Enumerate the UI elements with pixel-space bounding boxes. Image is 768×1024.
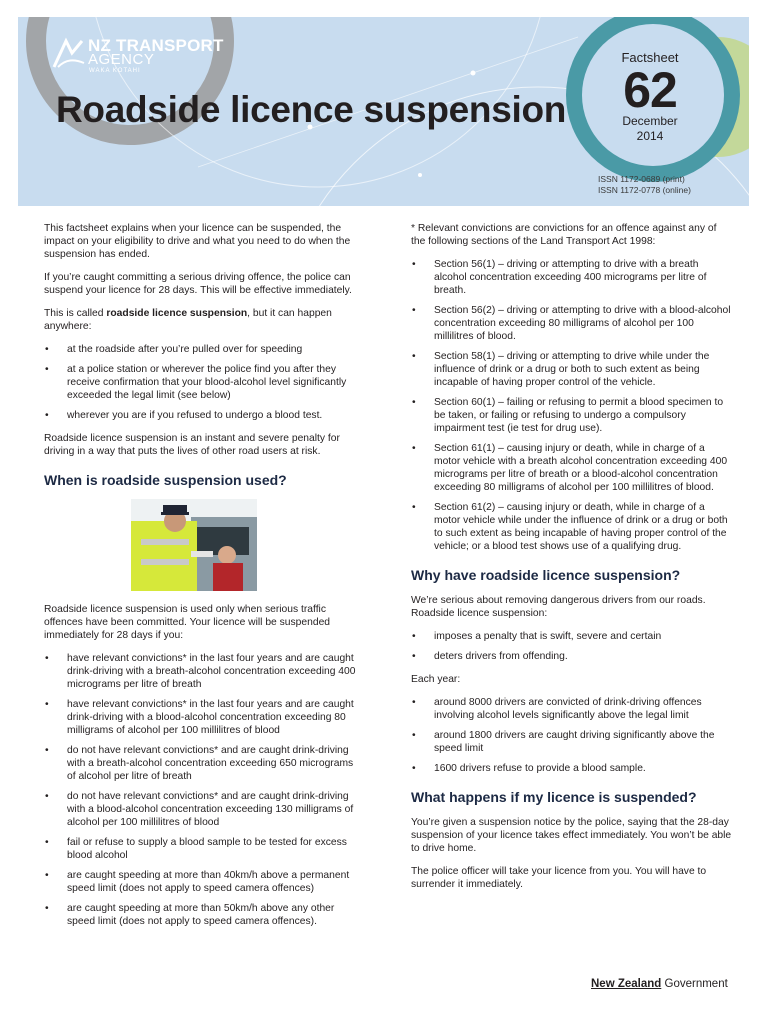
list-item	[411, 396, 733, 435]
why-list	[411, 630, 733, 663]
list-item-text: Section 56(1) – driving or attempting to drive with a breath alcohol concentration exceeding 400 micrograms per litre of breath.	[434, 259, 707, 296]
happens-paragraph-2: The police officer will take your licence from you. You will have to surrender it immediately.	[411, 866, 707, 890]
logo-org-line2: AGENCY	[88, 51, 155, 68]
list-item	[44, 343, 364, 356]
nz-government-logo	[591, 978, 728, 990]
suspension-conditions-list	[44, 652, 364, 928]
list-item	[44, 836, 364, 862]
page-title: Roadside licence suspension	[56, 89, 567, 130]
bullet-icon: •	[412, 631, 416, 642]
factsheet-month: December	[622, 114, 678, 128]
sections-list	[411, 258, 733, 553]
factsheet-number: 62	[623, 62, 677, 118]
list-item	[44, 409, 364, 422]
bullet-icon: •	[412, 697, 416, 708]
where-list	[44, 343, 364, 422]
list-item	[411, 729, 733, 755]
list-item	[411, 696, 733, 722]
list-item-text: are caught speeding at more than 40km/h above a permanent speed limit (does not apply to speed camera offences)	[67, 870, 350, 894]
intro-paragraph-1: This factsheet explains when your licence can be suspended, the impact on your eligibility to drive and what you need to do when the suspension has ended.	[44, 223, 351, 260]
issn-block	[598, 174, 691, 196]
list-item-text: fail or refuse to supply a blood sample to be tested for excess blood alcohol	[67, 837, 347, 861]
list-item-text: around 8000 drivers are convicted of drink-driving offences involving alcohol levels significantly above the legal limit	[434, 697, 702, 721]
bullet-icon: •	[45, 745, 49, 756]
list-item	[411, 650, 733, 663]
bullet-icon: •	[45, 791, 49, 802]
used-paragraph: Roadside licence suspension is used only when serious traffic offences have been committed. Your licence will be suspended immediately for 28 days if you:	[44, 604, 331, 641]
issn-print: ISSN 1172-0689 (print)	[598, 174, 685, 184]
heading-why: Why have roadside licence suspension?	[411, 567, 681, 583]
list-item-text: Section 61(2) – causing injury or death, while in charge of a motor vehicle while under the influence of drink or a drug or both to such extent as being incapable of having proper control of the vehicle; or a blood test shows use of a qualifying drug.	[434, 502, 728, 552]
logo-org-maori: WAKA KOTAHI	[89, 68, 141, 74]
list-item-text: do not have relevant convictions* and are caught drink-driving with a breath-alcohol concentration exceeding 650 micrograms of alcohol per litre of breath	[67, 745, 354, 782]
list-item	[411, 304, 733, 343]
list-item	[44, 652, 364, 691]
list-item	[44, 744, 364, 783]
bullet-icon: •	[412, 397, 416, 408]
bullet-icon: •	[45, 870, 49, 881]
list-item	[411, 501, 733, 553]
bullet-icon: •	[412, 502, 416, 513]
list-item-text: have relevant convictions* in the last four years and are caught drink-driving with a breath-alcohol concentration exceeding 400 micrograms per litre of breath	[67, 653, 356, 690]
bullet-icon: •	[412, 730, 416, 741]
heading-what-happens: What happens if my licence is suspended?	[411, 789, 697, 805]
list-item	[411, 762, 733, 775]
bullet-icon: •	[45, 699, 49, 710]
happens-paragraph-1: You’re given a suspension notice by the police, saying that the 28-day suspension of your licence takes effect immediately. You won’t be able to drive home.	[411, 817, 732, 854]
list-item-text: imposes a penalty that is swift, severe and certain	[434, 631, 662, 642]
list-item-text: 1600 drivers refuse to provide a blood sample.	[434, 763, 646, 774]
bullet-icon: •	[45, 903, 49, 914]
factsheet-badge	[602, 50, 698, 144]
list-item-text: Section 56(2) – driving or attempting to drive with a blood-alcohol concentration exceeding 80 milligrams of alcohol per 100 millilitres of blood.	[434, 305, 731, 342]
police-officer-photo	[131, 499, 257, 591]
footer-nz: New Zealand	[591, 978, 662, 990]
bullet-icon: •	[412, 763, 416, 774]
nzta-logo-mark-icon	[52, 37, 86, 71]
term-roadside-suspension: roadside licence suspension	[106, 308, 248, 319]
list-item-text: Section 61(1) – causing injury or death, while in charge of a motor vehicle with a breath alcohol concentration exceeding 400 micrograms per litre of breath or a blood-alcohol concentration exceeding 80 milligrams of alcohol per 100 millilitres of blood.	[434, 443, 728, 493]
right-column	[411, 222, 733, 901]
list-item	[44, 869, 364, 895]
list-item	[44, 698, 364, 737]
list-item-text: Section 58(1) – driving or attempting to drive while under the influence of drink or a drug or both to such extent as being incapable of having proper control of the vehicle.	[434, 351, 710, 388]
each-year-label: Each year:	[411, 674, 461, 685]
list-item-text: at the roadside after you’re pulled over for speeding	[67, 344, 303, 355]
list-item	[411, 630, 733, 643]
each-year-list	[411, 696, 733, 775]
list-item-text: deters drivers from offending.	[434, 651, 568, 662]
bullet-icon: •	[45, 344, 49, 355]
bullet-icon: •	[412, 651, 416, 662]
intro-paragraph-2: If you’re caught committing a serious driving offence, the police can suspend your licence for 28 days. This will be effective immediately.	[44, 272, 352, 296]
list-item	[44, 363, 364, 402]
list-item-text: do not have relevant convictions* and are caught drink-driving with a blood-alcohol concentration exceeding 130 milligrams of alcohol per 100 millilitres of blood	[67, 791, 354, 828]
factsheet-label: Factsheet	[621, 50, 679, 65]
list-item-text: are caught speeding at more than 50km/h above any other speed limit (does not apply to speed camera offences).	[67, 903, 335, 927]
why-paragraph: We’re serious about removing dangerous drivers from our roads. Roadside licence suspension:	[411, 595, 706, 619]
bullet-icon: •	[412, 351, 416, 362]
list-item-text: around 1800 drivers are caught driving significantly above the speed limit	[434, 730, 715, 754]
list-item	[411, 258, 733, 297]
list-item-text: wherever you are if you refused to undergo a blood test.	[67, 410, 323, 421]
list-item	[411, 350, 733, 389]
bullet-icon: •	[412, 305, 416, 316]
nzta-logo	[52, 37, 242, 77]
intro-paragraph-4: Roadside licence suspension is an instant and severe penalty for driving in a way that puts the lives of other road users at risk.	[44, 433, 340, 457]
list-item-text: at a police station or wherever the police find you after they receive confirmation that your blood-alcohol level significantly exceeded the legal limit (see below)	[67, 364, 347, 401]
list-item-text: have relevant convictions* in the last four years and are caught drink-driving with a blood-alcohol concentration exceeding 80 milligrams of alcohol per 100 millilitres of blood	[67, 699, 354, 736]
bullet-icon: •	[45, 410, 49, 421]
bullet-icon: •	[45, 837, 49, 848]
list-item	[411, 442, 733, 494]
bullet-icon: •	[412, 259, 416, 270]
relevant-convictions-note: * Relevant convictions are convictions for an offence against any of the following sections of the Land Transport Act 1998:	[411, 223, 717, 247]
footer-government: Government	[661, 978, 728, 990]
factsheet-year: 2014	[636, 129, 664, 143]
bullet-icon: •	[45, 653, 49, 664]
header-banner	[18, 17, 749, 206]
logo-org-line1: NZ TRANSPORT	[88, 36, 224, 55]
bullet-icon: •	[45, 364, 49, 375]
intro-paragraph-3: This is called roadside licence suspension, but it can happen anywhere:	[44, 308, 332, 332]
list-item	[44, 790, 364, 829]
bullet-icon: •	[412, 443, 416, 454]
issn-online: ISSN 1172-0778 (online)	[598, 185, 691, 195]
list-item	[44, 902, 364, 928]
list-item-text: Section 60(1) – failing or refusing to permit a blood specimen to be taken, or failing or refusing to undergo a compulsory impairment test (ie test for drug use).	[434, 397, 724, 434]
heading-when-used: When is roadside suspension used?	[44, 472, 287, 488]
left-column	[44, 222, 364, 938]
